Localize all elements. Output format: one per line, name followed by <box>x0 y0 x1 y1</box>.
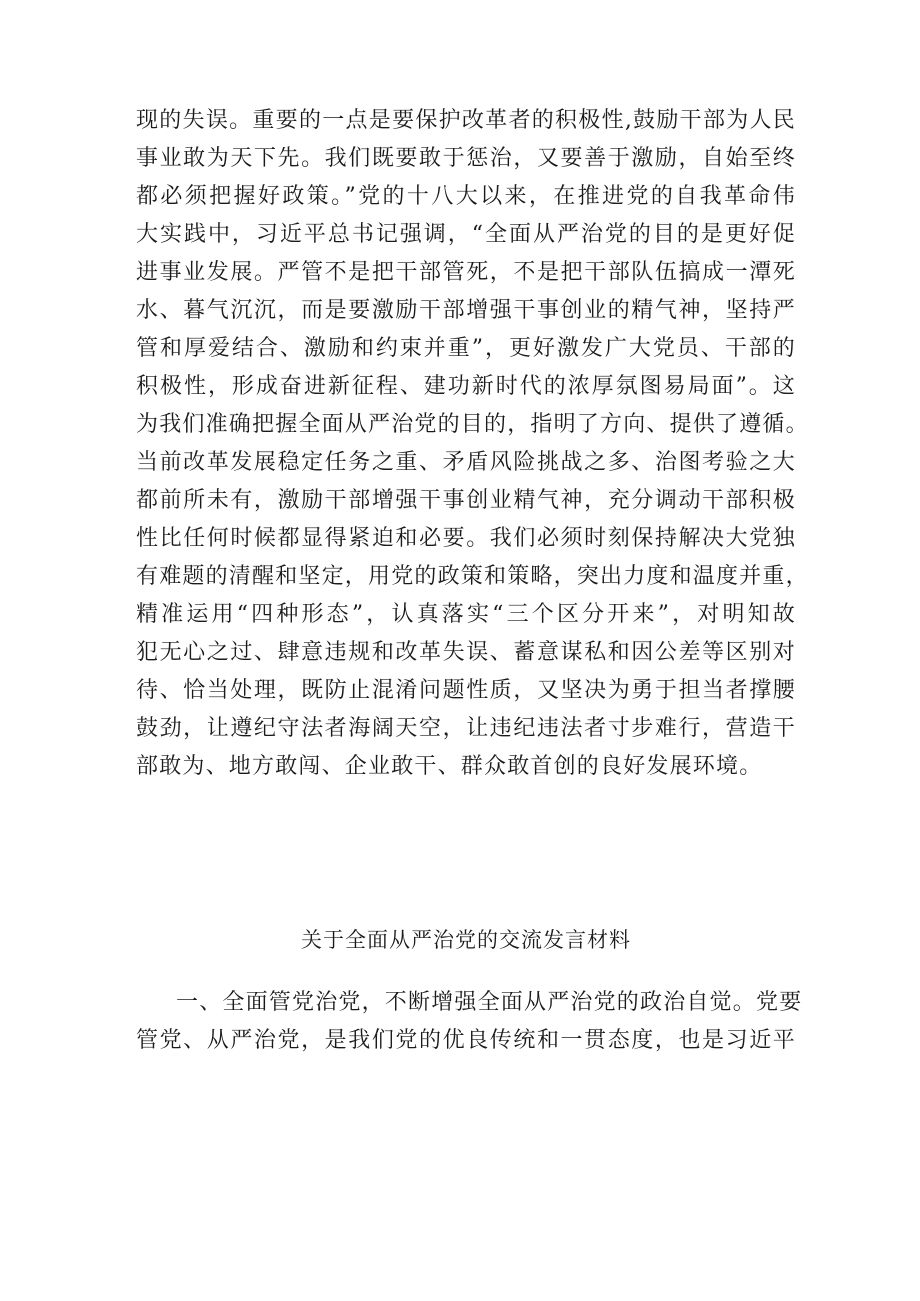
text-line: 一、全面管党治党，不断增强全面从严治党的政治自觉。党要 <box>176 990 803 1015</box>
text-line: 有难题的清醒和坚定，用党的政策和策略，突出力度和温度并重， <box>136 564 809 589</box>
text-line: 精准运用“四种形态”，认真落实“三个区分开来”，对明知故 <box>136 602 796 627</box>
text-line: 为我们准确把握全面从严治党的目的，指明了方向、提供了遵循。 <box>136 412 809 437</box>
text-line: 事业敢为天下先。我们既要敢于惩治，又要善于激励，自始至终 <box>136 146 796 171</box>
text-line: 都必须把握好政策。”党的十八大以来，在推进党的自我革命伟 <box>136 184 796 209</box>
text-line: 管党、从严治党，是我们党的优良传统和一贯态度，也是习近平 <box>136 1028 796 1053</box>
body-paragraph-2 <box>136 984 803 1060</box>
text-line: 犯无心之过、肆意违规和改革失误、蓄意谋私和因公差等区别对 <box>136 640 796 665</box>
text-line: 管和厚爱结合、激励和约束并重”，更好激发广大党员、干部的 <box>136 336 796 361</box>
text-line: 部敢为、地方敢闯、企业敢干、群众敢首创的良好发展环境。 <box>136 754 763 779</box>
body-paragraph-1 <box>136 102 809 786</box>
text-line: 进事业发展。严管不是把干部管死，不是把干部队伍搞成一潭死 <box>136 260 796 285</box>
text-line: 当前改革发展稳定任务之重、矛盾风险挑战之多、治图考验之大 <box>136 450 796 475</box>
text-line: 待、恰当处理，既防止混淆问题性质，又坚决为勇于担当者撑腰 <box>136 678 796 703</box>
section-heading: 关于全面从严治党的交流发言材料 <box>301 928 631 952</box>
text-line: 性比任何时候都显得紧迫和必要。我们必须时刻保持解决大党独 <box>136 526 796 551</box>
text-line: 鼓劲，让遵纪守法者海阔天空，让违纪违法者寸步难行，营造干 <box>136 716 796 741</box>
text-line: 都前所未有，激励干部增强干事创业精气神，充分调动干部积极 <box>136 488 796 513</box>
text-line: 大实践中，习近平总书记强调，“全面从严治党的目的是更好促 <box>136 222 796 247</box>
text-line: 水、暮气沉沉，而是要激励干部增强干事创业的精气神，坚持严 <box>136 298 796 323</box>
text-line: 积极性，形成奋进新征程、建功新时代的浓厚氛图易局面”。这 <box>136 374 796 399</box>
text-line: 现的失误。重要的一点是要保护改革者的积极性,鼓励干部为人民 <box>136 108 796 133</box>
